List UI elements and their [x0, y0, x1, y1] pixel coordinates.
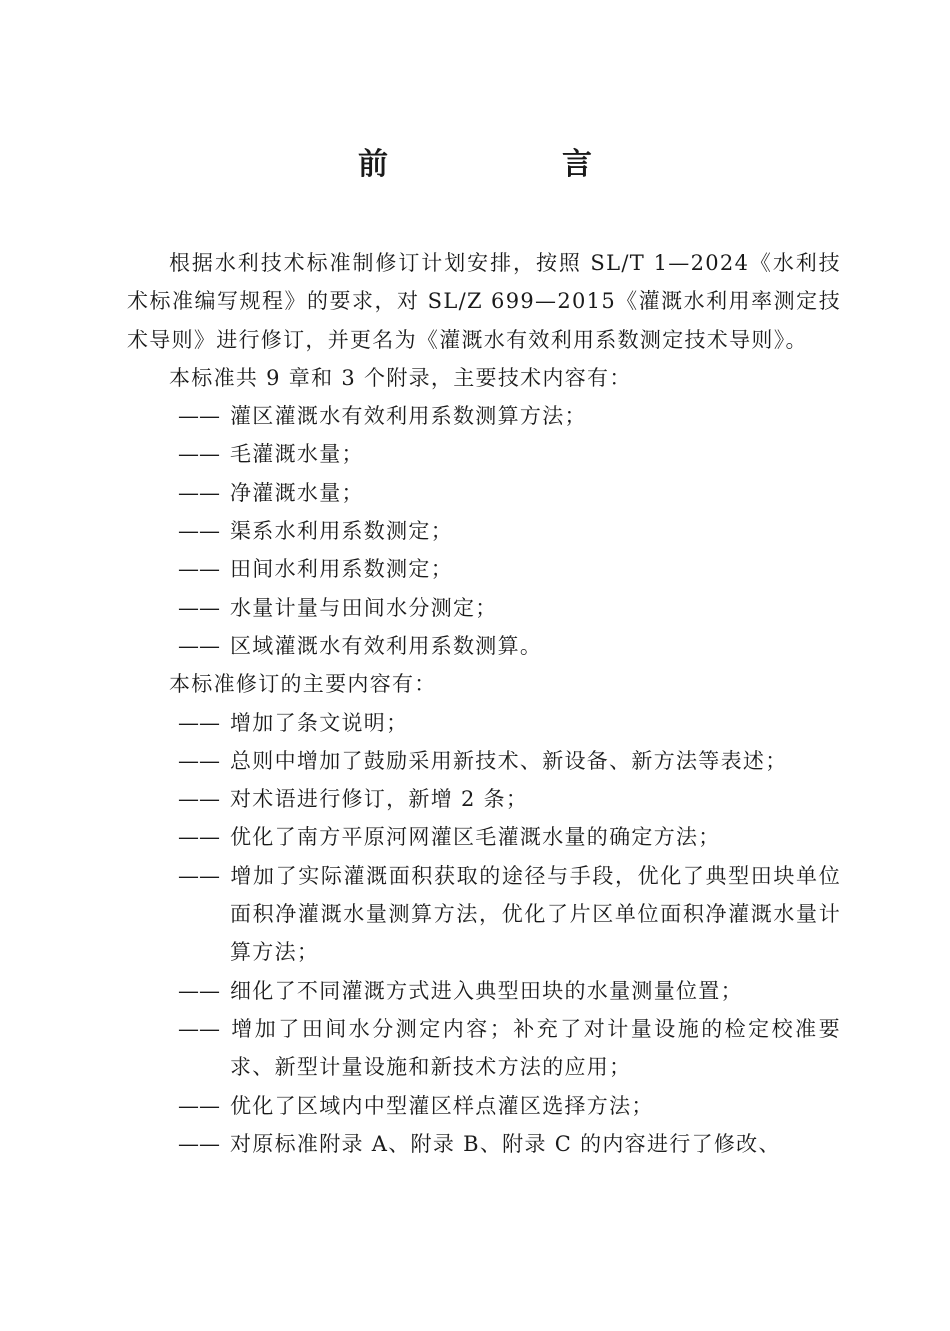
list-item-text: 渠系水利用系数测定； — [230, 519, 453, 544]
list-item — [127, 589, 841, 627]
dash-marker: —— — [178, 978, 220, 1003]
dash-marker: —— — [178, 1016, 220, 1041]
list-item — [127, 474, 841, 512]
dash-marker: —— — [178, 1093, 220, 1118]
list-item-text: 增加了田间水分测定内容；补充了对计量设施的检定校准要求、新型计量设施和新技术方法的应用； — [230, 1016, 841, 1080]
dash-marker: —— — [178, 442, 220, 467]
list-item — [127, 512, 841, 550]
list-item — [127, 627, 841, 665]
content-intro: 本标准共 9 章和 3 个附录，主要技术内容有： — [169, 365, 632, 390]
list-item — [127, 857, 841, 972]
list-item — [127, 818, 841, 856]
dash-marker: —— — [178, 710, 220, 735]
page-title: 前 言 — [358, 147, 664, 182]
list-item — [127, 742, 841, 780]
dash-marker: —— — [178, 519, 220, 544]
dash-marker: —— — [178, 595, 220, 620]
list-item — [127, 1010, 841, 1087]
content-list — [127, 397, 841, 665]
list-item-text: 毛灌溉水量； — [230, 442, 364, 467]
list-item-text: 水量计量与田间水分测定； — [230, 595, 498, 620]
list-item-text: 优化了区域内中型灌区样点灌区选择方法； — [230, 1093, 654, 1118]
list-item — [127, 972, 841, 1010]
list-item-text: 田间水利用系数测定； — [230, 557, 453, 582]
dash-marker: —— — [178, 748, 220, 773]
list-item-text: 细化了不同灌溉方式进入典型田块的水量测量位置； — [230, 978, 743, 1003]
list-item — [127, 397, 841, 435]
dash-marker: —— — [178, 404, 220, 429]
dash-marker: —— — [178, 480, 220, 505]
list-item-text: 增加了条文说明； — [230, 710, 409, 735]
list-item-text: 总则中增加了鼓励采用新技术、新设备、新方法等表述； — [230, 748, 788, 773]
dash-marker: —— — [178, 557, 220, 582]
document-body — [127, 244, 841, 1163]
list-item-text: 净灌溉水量； — [230, 480, 364, 505]
revision-intro: 本标准修订的主要内容有： — [169, 672, 437, 697]
list-item-text: 对原标准附录 A、附录 B、附录 C 的内容进行了修改、 — [230, 1131, 781, 1156]
list-item-text: 对术语进行修订，新增 2 条； — [230, 787, 529, 812]
dash-marker: —— — [178, 825, 220, 850]
intro-paragraph: 根据水利技术标准制修订计划安排，按照 SL/T 1—2024《水利技术标准编写规程》的要求，对 SL/Z 699—2015《灌溉水利用率测定技术导则》进行修订，并更名为《灌溉水有效利用系数测定技术导则》。 — [127, 251, 841, 352]
revision-list — [127, 704, 841, 1164]
dash-marker: —— — [178, 787, 220, 812]
list-item — [127, 704, 841, 742]
list-item — [127, 1087, 841, 1125]
list-item — [127, 780, 841, 818]
list-item — [127, 435, 841, 473]
dash-marker: —— — [178, 633, 220, 658]
list-item — [127, 1125, 841, 1163]
list-item-text: 区域灌溉水有效利用系数测算。 — [230, 633, 543, 658]
list-item-text: 灌区灌溉水有效利用系数测算方法； — [230, 404, 587, 429]
list-item — [127, 550, 841, 588]
dash-marker: —— — [178, 863, 220, 888]
list-item-text: 增加了实际灌溉面积获取的途径与手段，优化了典型田块单位面积净灌溉水量测算方法，优化了片区单位面积净灌溉水量计算方法； — [230, 863, 841, 965]
list-item-text: 优化了南方平原河网灌区毛灌溉水量的确定方法； — [230, 825, 721, 850]
dash-marker: —— — [178, 1131, 220, 1156]
